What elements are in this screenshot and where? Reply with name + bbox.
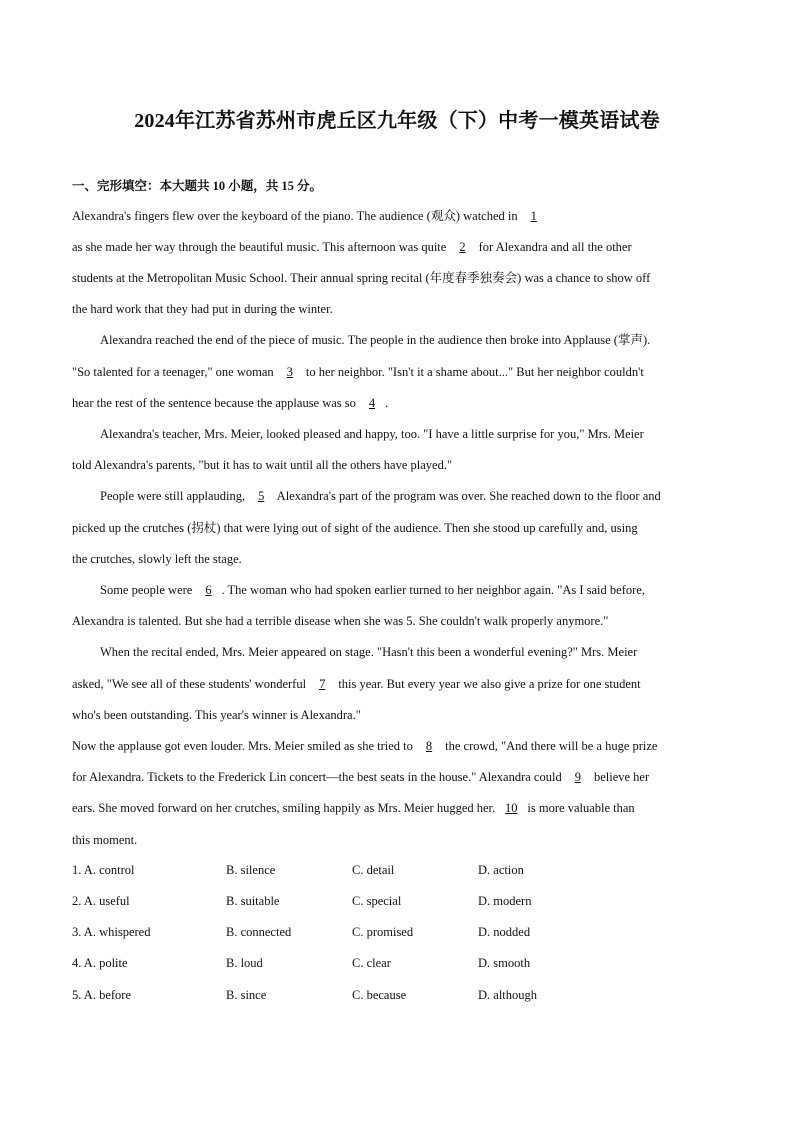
text: for Alexandra and all the other [475, 240, 632, 254]
option-b: B. loud [226, 956, 263, 970]
option-d: D. action [478, 863, 524, 877]
blank-6: 6 [205, 583, 212, 597]
option-d: D. smooth [478, 956, 531, 970]
text: . [385, 396, 389, 410]
text: People were still applauding, [100, 489, 249, 503]
option-d: D. although [478, 988, 538, 1002]
text: . The woman who had spoken earlier turned to her neighbor again. "As I said before, [221, 583, 645, 597]
blank-3: 3 [286, 365, 293, 379]
text: "So talented for a teenager," one woman [72, 365, 277, 379]
page-title: 2024年江苏省苏州市虎丘区九年级（下）中考一模英语试卷 [134, 110, 660, 132]
text: Alexandra's part of the program was over. She reached down to the floor and [274, 489, 661, 503]
passage-line: the crutches, slowly left the stage. [72, 552, 242, 566]
passage-line [100, 488, 722, 504]
option-d: D. modern [478, 894, 532, 908]
option-a: 5. A. before [72, 988, 132, 1002]
option-c: C. detail [352, 863, 395, 877]
passage-line [72, 208, 722, 224]
option-b: B. since [226, 988, 267, 1002]
passage-line [72, 800, 722, 816]
text: Alexandra's fingers flew over the keyboard of the piano. The audience (观众) watched in [72, 209, 521, 223]
option-a: 1. A. control [72, 863, 135, 877]
text: for Alexandra. Tickets to the Frederick Lin concert—the best seats in the house." Alexandra could [72, 770, 565, 784]
passage-line: Alexandra's teacher, Mrs. Meier, looked pleased and happy, too. "I have a little surprise for you," Mrs. Meier [100, 427, 644, 441]
passage-line: this moment. [72, 833, 138, 847]
option-d: D. nodded [478, 925, 531, 939]
passage-line: Alexandra is talented. But she had a terrible disease when she was 5. She couldn't walk properly anymore." [72, 614, 609, 628]
text: the crowd, "And there will be a huge prize [442, 739, 658, 753]
passage-line [72, 239, 722, 255]
passage-line: told Alexandra's parents, "but it has to wait until all the others have played." [72, 458, 453, 472]
text: to her neighbor. "Isn't it a shame about..." But her neighbor couldn't [302, 365, 644, 379]
option-a: 4. A. polite [72, 956, 128, 970]
text: hear the rest of the sentence because the applause was so [72, 396, 360, 410]
blank-5: 5 [258, 489, 265, 503]
passage-line: Alexandra reached the end of the piece of music. The people in the audience then broke into Applause (掌声). [100, 333, 651, 347]
blank-1: 1 [530, 209, 537, 223]
option-b: B. suitable [226, 894, 280, 908]
passage-line: who's been outstanding. This year's winner is Alexandra." [72, 708, 361, 722]
blank-4: 4 [368, 396, 376, 410]
blank-7: 7 [319, 677, 326, 691]
text: asked, "We see all of these students' wonderful [72, 677, 310, 691]
passage-line [72, 738, 722, 754]
text: ears. She moved forward on her crutches, smiling happily as Mrs. Meier hugged her. [72, 801, 499, 815]
passage-line: students at the Metropolitan Music School. Their annual spring recital (年度春季独奏会) was a chance to show off [72, 271, 651, 285]
option-c: C. special [352, 894, 402, 908]
blank-10: 10 [505, 801, 518, 815]
text: Now the applause got even louder. Mrs. Meier smiled as she tried to [72, 739, 417, 753]
blank-2: 2 [459, 240, 466, 254]
passage-line [72, 364, 722, 380]
blank-9: 9 [574, 770, 581, 784]
passage-line [100, 582, 722, 598]
passage-line [72, 769, 722, 785]
option-a: 3. A. whispered [72, 925, 151, 939]
passage-line: picked up the crutches (拐杖) that were lying out of sight of the audience. Then she stood up carefully and, using [72, 521, 638, 535]
text: is more valuable than [524, 801, 635, 815]
text: this year. But every year we also give a prize for one student [335, 677, 641, 691]
option-c: C. clear [352, 956, 391, 970]
passage-line [72, 676, 722, 692]
text: believe her [590, 770, 650, 784]
option-b: B. silence [226, 863, 276, 877]
passage-line: the hard work that they had put in during the winter. [72, 302, 333, 316]
passage-line: When the recital ended, Mrs. Meier appeared on stage. "Hasn't this been a wonderful evening?" Mrs. Meier [100, 645, 638, 659]
option-c: C. promised [352, 925, 414, 939]
blank-8: 8 [425, 739, 433, 753]
option-b: B. connected [226, 925, 292, 939]
option-a: 2. A. useful [72, 894, 130, 908]
option-c: C. because [352, 988, 407, 1002]
text: Some people were [100, 583, 196, 597]
text: as she made her way through the beautiful music. This afternoon was quite [72, 240, 450, 254]
section-heading: 一、完形填空：本大题共 10 小题，共 15 分。 [72, 179, 323, 193]
passage-line [72, 395, 722, 411]
